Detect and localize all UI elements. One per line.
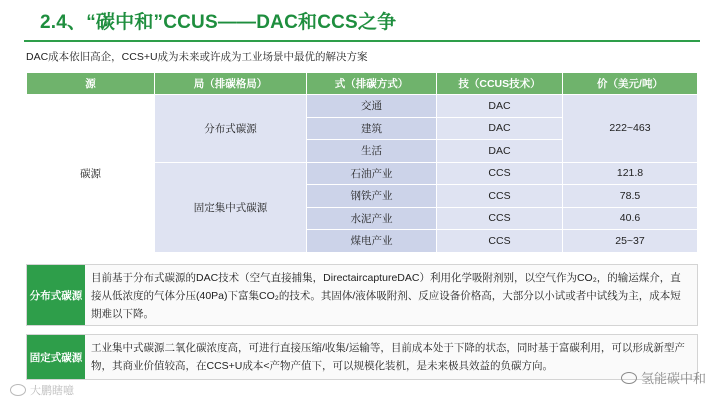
speech-bubble-icon [10,384,26,396]
price-cell: 222~463 [563,95,698,163]
price-cell: 78.5 [563,185,698,208]
header-price: 价（美元/吨） [563,73,698,95]
mode-cell: 生活 [307,140,437,163]
mode-cell: 水泥产业 [307,207,437,230]
tech-cell: DAC [437,95,563,118]
price-cell: 121.8 [563,162,698,185]
mode-cell: 钢铁产业 [307,185,437,208]
tech-cell: CCS [437,162,563,185]
tech-cell: CCS [437,185,563,208]
title-bar [0,0,720,40]
title-divider [24,40,700,42]
header-source: 源 [27,73,155,95]
note-text: 目前基于分布式碳源的DAC技术（空气直接捕集，DirectaircaptureDAC）利用化学吸附剂别，以空气作为CO₂，的输运煤介，直接从低浓度的气体分压(40Pa)下富集CO₂的技术。其固体/液体吸附剂、反应设备价格高，大部分以小试或者中试线为主，成本短期难以下降。 [91,272,681,320]
price-cell: 40.6 [563,207,698,230]
source-cell: 碳源 [27,95,155,253]
table-header-row [27,73,698,95]
header-mode: 式（排碳方式） [307,73,437,95]
subtitle: DAC成本依旧高企，CCS+U成为未来或许成为工业场景中最优的解决方案 [26,51,368,63]
price-cell: 25~37 [563,230,698,253]
page-title: 2.4、“碳中和”CCUS——DAC和CCS之争 [40,11,397,33]
header-tech: 技（CCUS技术） [437,73,563,95]
note-text: 工业集中式碳源二氧化碳浓度高，可进行直接压缩/收集/运输等，目前成本处于下降的状态，同时基于富碳利用，可以形成新型产物，其商业价值较高，在CCS+U成本<产物产值下，可以规模化装机，是未来极具效益的负碳方向。 [91,342,685,372]
note-label: 固定式碳源 [27,335,85,379]
layout-cell-fixed: 固定集中式碳源 [155,162,307,252]
tech-cell: DAC [437,140,563,163]
watermark-right [621,368,706,387]
note-label: 分布式碳源 [27,265,85,325]
header-layout: 局（排碳格局） [155,73,307,95]
watermark-right-text: 氢能碳中和 [640,371,706,386]
mode-cell: 建筑 [307,117,437,140]
mode-cell: 交通 [307,95,437,118]
tech-cell: DAC [437,117,563,140]
note-distributed [26,264,698,326]
comparison-table [26,72,698,253]
watermark-left [10,382,74,398]
watermark-left-text: 大鹏瞎噫 [30,385,74,397]
mode-cell: 煤电产业 [307,230,437,253]
mode-cell: 石油产业 [307,162,437,185]
tech-cell: CCS [437,230,563,253]
wechat-icon [621,372,637,384]
layout-cell-distributed: 分布式碳源 [155,95,307,163]
tech-cell: CCS [437,207,563,230]
note-fixed [26,334,698,380]
table-row [27,95,698,118]
